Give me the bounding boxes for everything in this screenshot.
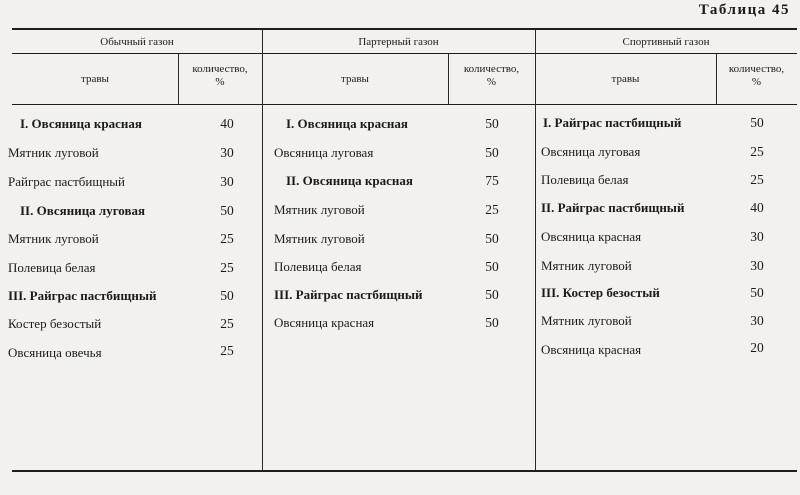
grass-name: Мятник луговой	[274, 202, 365, 217]
col-header-grass: травы	[341, 73, 369, 85]
col-header-qty: количество,	[728, 63, 785, 75]
grass-name: Овсяница овечья	[8, 345, 102, 360]
table-caption: Таблица 45	[698, 2, 790, 18]
grass-qty: 50	[485, 315, 499, 330]
section-divider-rule	[12, 53, 797, 54]
grass-name: Овсяница красная	[541, 229, 642, 244]
section-separator-1	[262, 30, 263, 470]
grass-name: Полевица белая	[8, 260, 96, 275]
section-title-sport: Спортивный газон	[622, 36, 710, 48]
grass-name: Полевица белая	[274, 259, 362, 274]
grass-name: I. Райграс пастбищный	[543, 115, 682, 130]
grass-name: Мятник луговой	[8, 145, 99, 160]
grass-qty: 30	[750, 229, 764, 244]
grass-name: Полевица белая	[541, 172, 629, 187]
grass-name: II. Овсяница красная	[286, 173, 413, 188]
grass-qty: 25	[750, 172, 764, 187]
grass-qty: 40	[220, 116, 234, 131]
section-title-parterre: Партерный газон	[358, 36, 439, 48]
grass-qty: 30	[750, 258, 764, 273]
grass-qty: 25	[220, 316, 234, 331]
top-rule	[12, 28, 797, 30]
col-header-qty: количество,	[192, 63, 248, 75]
grass-qty: 40	[750, 200, 764, 215]
grass-name: Мятник луговой	[274, 231, 365, 246]
grass-qty: 30	[750, 313, 764, 328]
grass-name: Мятник луговой	[541, 313, 632, 328]
col-header-unit: %	[751, 76, 762, 88]
grass-name: Мятник луговой	[541, 258, 632, 273]
grass-name: I. Овсяница красная	[20, 116, 142, 131]
grass-name: II. Овсяница луговая	[20, 203, 146, 218]
grass-qty: 30	[220, 174, 234, 189]
section-separator-2	[535, 30, 536, 470]
grass-qty: 50	[220, 203, 234, 218]
grass-qty: 50	[485, 259, 499, 274]
grass-qty: 50	[485, 231, 499, 246]
grass-qty: 25	[750, 144, 764, 159]
grass-qty: 25	[220, 231, 234, 246]
col-header-grass: травы	[611, 73, 640, 85]
header-bottom-rule	[12, 104, 797, 105]
grass-qty: 50	[220, 288, 234, 303]
grass-qty: 25	[485, 202, 499, 217]
grass-name: Овсяница красная	[274, 315, 375, 330]
grass-name: Овсяница луговая	[541, 144, 641, 159]
grass-name: Овсяница луговая	[274, 145, 374, 160]
grass-name: Овсяница красная	[541, 342, 642, 357]
grass-qty: 20	[750, 340, 764, 355]
grass-qty: 25	[220, 343, 234, 358]
grass-name: Райграс пастбищный	[8, 174, 125, 189]
grass-qty: 50	[485, 145, 499, 160]
col-header-qty: количество,	[463, 63, 520, 75]
grass-qty: 25	[220, 260, 234, 275]
grass-name: Костер безостый	[8, 316, 102, 331]
col-header-unit: %	[215, 76, 225, 88]
grass-qty: 50	[750, 285, 764, 300]
grass-qty: 30	[220, 145, 234, 160]
grass-qty: 75	[485, 173, 499, 188]
grass-name: III. Райграс пастбищный	[274, 287, 423, 302]
grass-name: I. Овсяница красная	[286, 116, 408, 131]
grass-qty: 50	[750, 115, 764, 130]
grass-name: III. Райграс пастбищный	[8, 288, 157, 303]
bottom-rule	[12, 470, 797, 472]
col-header-unit: %	[486, 76, 497, 88]
col-header-grass: травы	[81, 73, 109, 85]
grass-name: Мятник луговой	[8, 231, 99, 246]
grass-name: II. Райграс пастбищный	[541, 200, 685, 215]
grass-name: III. Костер безостый	[541, 285, 660, 300]
grass-qty: 50	[485, 116, 499, 131]
section-title-regular: Обычный газон	[100, 36, 174, 48]
grass-qty: 50	[485, 287, 499, 302]
